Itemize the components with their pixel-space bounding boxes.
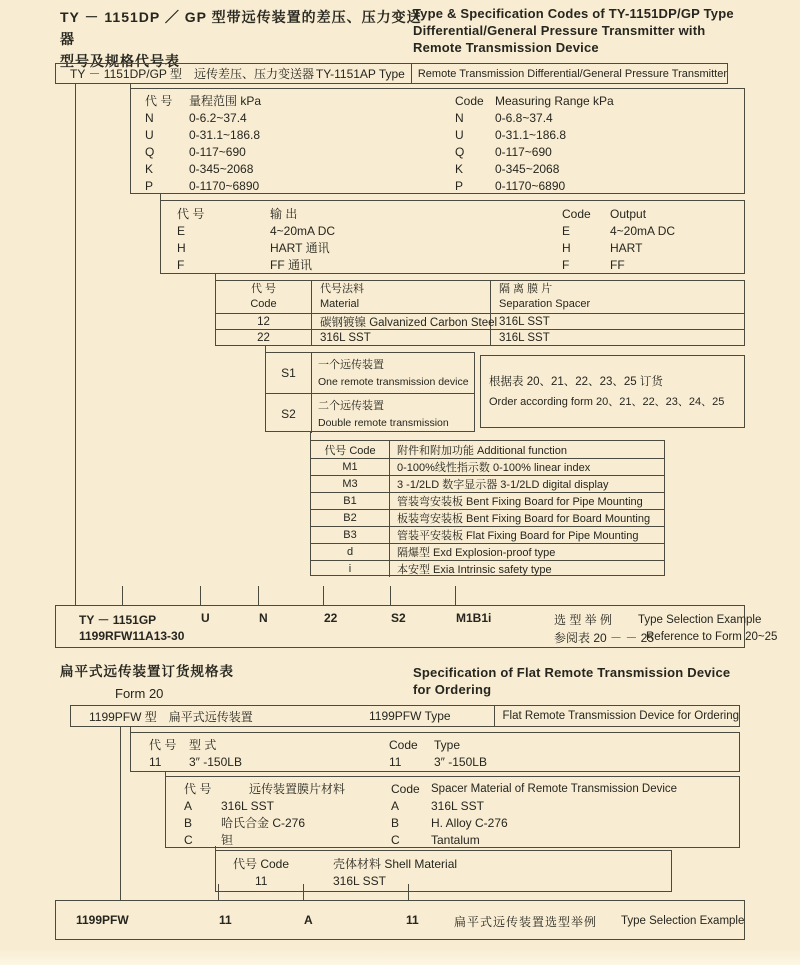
connector-tick — [122, 586, 123, 605]
example1-code-remote: S2 — [391, 611, 406, 625]
output-row: H HART 通讯 H HART — [177, 240, 643, 255]
addfunc-row: M1 0-100%线性指示数 0-100% linear index — [311, 458, 664, 475]
addfunc-row: i 本安型 Exia Intrinsic safety type — [311, 560, 664, 577]
example1-code-output: N — [259, 611, 268, 625]
example2-label-cn: 扁平式远传装置选型举例 — [454, 915, 598, 929]
example2-label-en: Type Selection Example — [621, 915, 745, 927]
example1-model: TY － 1151GP — [79, 613, 157, 627]
example1-ref-cn: 参阅表 20 － － 25 — [554, 631, 655, 645]
connector-line — [310, 431, 311, 441]
order-note-en: Order according form 20、21、22、23、24、25 — [489, 395, 725, 408]
type-table — [130, 732, 740, 772]
connector-line — [160, 193, 161, 201]
addfunc-row: B1 管装弯安装板 Bent Fixing Board for Pipe Mounting — [311, 492, 664, 509]
spacer-header-row: 代 号 远传装置膜片材料 Code Spacer Material of Remote Transmission Device — [184, 781, 678, 796]
example2-code-spacer: A — [304, 913, 313, 927]
addfunc-header-row: 代号 Code 附件和附加功能 Additional function — [311, 441, 664, 458]
page-title-en-line2: Differential/General Pressure Transmitter with — [413, 23, 706, 38]
addfunc-row: B2 板装弯安装板 Bent Fixing Board for Board Mounting — [311, 509, 664, 526]
example1-code-range: U — [201, 611, 210, 625]
type-selection-example-2 — [55, 900, 745, 940]
s2-header-type-en: 1199PFW Type — [369, 709, 451, 723]
example1-label-cn: 选 型 举 例 — [554, 613, 613, 627]
range-h-code-cn: 代 号 — [145, 94, 173, 108]
page-bottom-edge — [0, 948, 800, 965]
remote-row-s1: S1 一个远传装置 One remote transmission device — [266, 353, 474, 393]
s1-header-en: Remote Transmission Differential/General Pressure Transmitter — [417, 67, 727, 80]
output-header-row: 代 号 输 出 Code Output — [177, 206, 647, 221]
output-row: F FF 通讯 F FF — [177, 257, 625, 272]
example2-model: 1199PFW — [76, 913, 129, 927]
connector-tick — [303, 884, 304, 900]
connector-line — [130, 727, 131, 733]
range-row: N 0-6.2~37.4 N 0-6.8~37.4 — [145, 110, 553, 125]
shell-row: 11 316L SST — [255, 873, 386, 888]
page-title-en-line1: Type & Specification Codes of TY-1151DP/GP Type — [413, 6, 734, 21]
order-note-cn: 根据表 20、21、22、23、25 订货 — [489, 375, 663, 388]
addfunc-row: M3 3 -1/2LD 数字显示器 3-1/2LD digital display — [311, 475, 664, 492]
spacer-material-table — [165, 776, 740, 848]
s2-header-bar — [70, 705, 740, 727]
range-h-code-en: Code — [455, 93, 484, 108]
connector-tick — [455, 586, 456, 605]
page-title-cn-line1: TY － 1151DP ／ GP 型带远传装置的差压、压力变送器 — [60, 9, 422, 47]
connector-line — [130, 83, 131, 89]
s1-header-bar — [55, 63, 728, 84]
example2-code-type: 11 — [219, 913, 232, 927]
spacer-row: A 316L SST A 316L SST — [184, 798, 484, 813]
range-row: Q 0-117~690 Q 0-117~690 — [145, 144, 552, 159]
example1-code-material: 22 — [324, 611, 338, 625]
s2-form-label: Form 20 — [115, 686, 164, 701]
s1-header-model-cn: TY － 1151DP/GP 型 远传差压、压力变送器 — [70, 67, 315, 81]
s2-title-cn: 扁平式远传装置订货规格表 — [60, 664, 234, 679]
example1-label-en: Type Selection Example — [638, 614, 762, 626]
connector-tick — [200, 586, 201, 605]
spacer-row: C 钽 C Tantalum — [184, 832, 480, 847]
s1-header-ap-type: TY-1151AP Type — [315, 66, 405, 81]
type-header-row: 代 号 型 式 Code Type — [149, 737, 461, 752]
material-table — [215, 280, 745, 346]
shell-header-row: 代号 Code 壳体材料 Shell Material — [233, 857, 458, 871]
s2-header-model-cn: 1199PFW 型 扁平式远传装置 — [89, 709, 253, 724]
connector-line — [120, 727, 121, 900]
additional-function-table — [310, 440, 665, 576]
page-title-en-line3: Remote Transmission Device — [413, 40, 599, 55]
connector-tick — [390, 586, 391, 605]
addfunc-row: d 隔爆型 Exd Explosion-proof type — [311, 543, 664, 560]
remote-row-s2: S2 二个远传装置 Double remote transmission — [266, 393, 474, 433]
range-h-val-cn: 量程范围 kPa — [189, 94, 262, 108]
connector-line — [165, 771, 166, 777]
output-row: E 4~20mA DC E 4~20mA DC — [177, 223, 676, 238]
connector-tick — [408, 884, 409, 900]
order-note — [480, 355, 745, 428]
connector-line — [215, 846, 216, 851]
shell-material-table — [215, 850, 672, 892]
range-table — [130, 88, 745, 194]
type-selection-example-1 — [55, 605, 778, 648]
example1-code-addfunc: M1B1i — [456, 611, 492, 625]
s2-title-en: Specification of Flat Remote Transmission Device for Ordering — [413, 665, 731, 697]
material-header-row: 代 号 Code 代号法料 Material 隔 离 膜 片 Separation Spacer — [216, 281, 744, 313]
range-h-val-en: Measuring Range kPa — [495, 93, 614, 108]
remote-device-table — [265, 352, 475, 432]
type-row: 11 3″ -150LB 11 3″ -150LB — [149, 754, 487, 769]
example1-order-code: 1199RFW11A13-30 — [79, 629, 185, 643]
connector-tick — [323, 586, 324, 605]
example2-code-shell: 11 — [406, 913, 419, 927]
range-row: U 0-31.1~186.8 U 0-31.1~186.8 — [145, 127, 567, 142]
material-row: 12 碳钢镀镍 Galvanized Carbon Steel 316L SST — [216, 313, 744, 329]
addfunc-row: B3 管装平安装板 Flat Fixing Board for Pipe Mounting — [311, 526, 664, 543]
range-row: K 0-345~2068 K 0-345~2068 — [145, 161, 560, 176]
connector-line — [215, 273, 216, 281]
spacer-row: B 哈氏合金 C-276 B H. Alloy C-276 — [184, 815, 508, 830]
s2-header-en: Flat Remote Transmission Device for Ordering — [502, 710, 739, 722]
page-title-cn-line2: 型号及规格代号表 — [60, 53, 180, 69]
material-row: 22 316L SST 316L SST — [216, 329, 744, 345]
example1-ref-en: Reference to Form 20~25 — [646, 631, 778, 643]
range-header-row — [131, 92, 744, 109]
connector-tick — [218, 884, 219, 900]
connector-line — [265, 345, 266, 353]
page-title-en — [413, 5, 793, 56]
range-row: P 0-1170~6890 P 0-1170~6890 — [145, 178, 566, 193]
connector-line — [75, 83, 76, 605]
connector-tick — [258, 586, 259, 605]
output-table — [160, 200, 745, 274]
